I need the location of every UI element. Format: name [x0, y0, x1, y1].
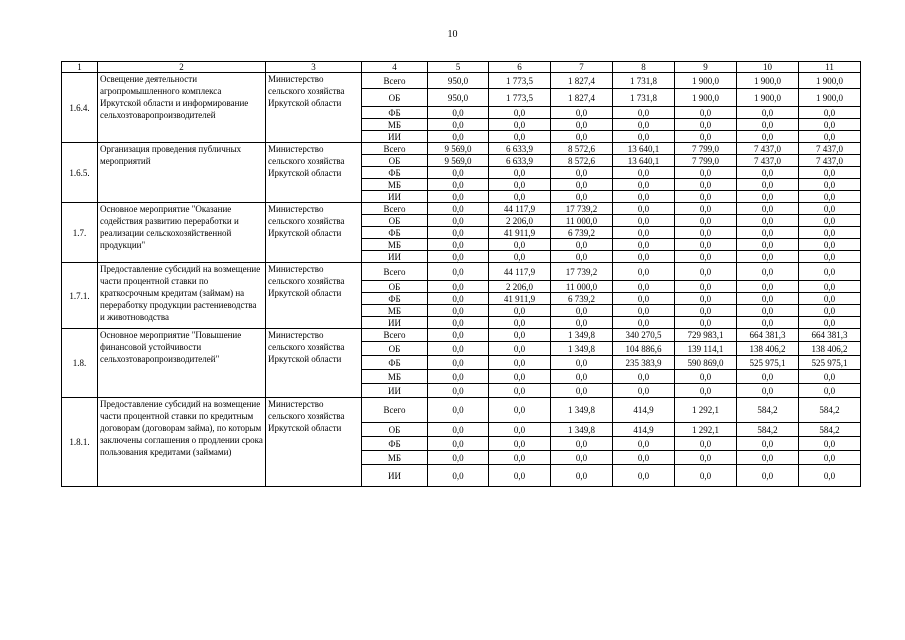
value-cell: 0,0	[489, 239, 551, 251]
value-cell: 0,0	[799, 239, 861, 251]
table-row	[62, 143, 861, 155]
row-description: Предоставление субсидий на возмещение части процентной ставки по кредитным договорам (договорам займа), по которым заключены соглашения о продлении срока пользования кредитами (займами)	[98, 398, 266, 487]
value-cell: 0,0	[675, 263, 737, 281]
funding-source: ОБ	[362, 281, 428, 293]
funding-source: Всего	[362, 398, 428, 423]
value-cell: 139 114,1	[675, 342, 737, 356]
value-cell: 0,0	[799, 203, 861, 215]
value-cell: 235 383,9	[613, 356, 675, 370]
value-cell: 0,0	[675, 384, 737, 398]
value-cell: 340 270,5	[613, 329, 675, 342]
value-cell: 0,0	[428, 423, 489, 437]
value-cell: 44 117,9	[489, 263, 551, 281]
value-cell: 0,0	[489, 179, 551, 191]
value-cell: 1 900,0	[799, 73, 861, 89]
value-cell: 0,0	[551, 370, 613, 384]
funding-source: ОБ	[362, 155, 428, 167]
value-cell: 0,0	[489, 465, 551, 487]
value-cell: 0,0	[613, 215, 675, 227]
value-cell: 1 731,8	[613, 89, 675, 107]
value-cell: 0,0	[428, 451, 489, 465]
value-cell: 0,0	[613, 167, 675, 179]
value-cell: 0,0	[551, 119, 613, 131]
value-cell: 17 739,2	[551, 263, 613, 281]
value-cell: 1 349,8	[551, 398, 613, 423]
value-cell: 0,0	[675, 179, 737, 191]
column-header: 7	[551, 62, 613, 73]
value-cell: 0,0	[489, 191, 551, 203]
value-cell: 8 572,6	[551, 155, 613, 167]
value-cell: 0,0	[613, 370, 675, 384]
value-cell: 0,0	[737, 451, 799, 465]
row-executor: Министерство сельского хозяйства Иркутской области	[266, 398, 362, 487]
value-cell: 0,0	[489, 356, 551, 370]
value-cell: 1 349,8	[551, 329, 613, 342]
value-cell: 0,0	[428, 251, 489, 263]
value-cell: 0,0	[489, 107, 551, 119]
value-cell: 0,0	[737, 305, 799, 317]
value-cell: 0,0	[799, 251, 861, 263]
value-cell: 0,0	[613, 317, 675, 329]
value-cell: 1 827,4	[551, 89, 613, 107]
value-cell: 11 000,0	[551, 281, 613, 293]
value-cell: 0,0	[551, 384, 613, 398]
value-cell: 0,0	[799, 227, 861, 239]
value-cell: 0,0	[613, 191, 675, 203]
value-cell: 0,0	[489, 342, 551, 356]
value-cell: 0,0	[675, 370, 737, 384]
value-cell: 0,0	[428, 370, 489, 384]
table-row	[62, 263, 861, 281]
value-cell: 0,0	[799, 317, 861, 329]
value-cell: 0,0	[551, 437, 613, 451]
value-cell: 1 827,4	[551, 73, 613, 89]
value-cell: 2 206,0	[489, 215, 551, 227]
value-cell: 0,0	[428, 167, 489, 179]
value-cell: 0,0	[613, 293, 675, 305]
row-code: 1.6.4.	[62, 73, 98, 143]
value-cell: 7 437,0	[737, 155, 799, 167]
value-cell: 1 349,8	[551, 342, 613, 356]
value-cell: 0,0	[489, 119, 551, 131]
value-cell: 0,0	[428, 107, 489, 119]
value-cell: 0,0	[428, 203, 489, 215]
value-cell: 0,0	[613, 263, 675, 281]
value-cell: 0,0	[489, 329, 551, 342]
table-row	[62, 73, 861, 89]
funding-source: Всего	[362, 143, 428, 155]
table-row	[62, 398, 861, 423]
funding-source: ФБ	[362, 167, 428, 179]
value-cell: 0,0	[675, 465, 737, 487]
value-cell: 414,9	[613, 398, 675, 423]
row-description: Основное мероприятие "Повышение финансовой устойчивости сельхозтоваропроизводителей"	[98, 329, 266, 398]
value-cell: 2 206,0	[489, 281, 551, 293]
row-description: Организация проведения публичных мероприятий	[98, 143, 266, 203]
value-cell: 0,0	[428, 215, 489, 227]
value-cell: 6 633,9	[489, 155, 551, 167]
value-cell: 44 117,9	[489, 203, 551, 215]
value-cell: 0,0	[613, 179, 675, 191]
value-cell: 0,0	[551, 305, 613, 317]
row-executor: Министерство сельского хозяйства Иркутской области	[266, 263, 362, 329]
value-cell: 0,0	[737, 317, 799, 329]
value-cell: 0,0	[675, 239, 737, 251]
value-cell: 9 569,0	[428, 143, 489, 155]
column-header: 11	[799, 62, 861, 73]
value-cell: 0,0	[799, 191, 861, 203]
row-code: 1.8.	[62, 329, 98, 398]
value-cell: 0,0	[428, 239, 489, 251]
value-cell: 0,0	[428, 465, 489, 487]
value-cell: 0,0	[613, 239, 675, 251]
column-header: 1	[62, 62, 98, 73]
value-cell: 0,0	[613, 465, 675, 487]
value-cell: 0,0	[551, 107, 613, 119]
page-number: 10	[447, 29, 458, 40]
value-cell: 0,0	[428, 179, 489, 191]
header-row	[62, 62, 861, 73]
value-cell: 0,0	[737, 215, 799, 227]
value-cell: 0,0	[489, 317, 551, 329]
funding-source: ИИ	[362, 251, 428, 263]
value-cell: 0,0	[737, 179, 799, 191]
value-cell: 0,0	[737, 239, 799, 251]
value-cell: 0,0	[551, 251, 613, 263]
value-cell: 0,0	[799, 215, 861, 227]
value-cell: 0,0	[675, 451, 737, 465]
value-cell: 0,0	[428, 305, 489, 317]
value-cell: 0,0	[551, 451, 613, 465]
funding-source: ИИ	[362, 317, 428, 329]
value-cell: 0,0	[613, 119, 675, 131]
value-cell: 0,0	[428, 227, 489, 239]
value-cell: 6 739,2	[551, 293, 613, 305]
value-cell: 6 739,2	[551, 227, 613, 239]
funding-source: ОБ	[362, 342, 428, 356]
value-cell: 0,0	[675, 293, 737, 305]
column-header: 4	[362, 62, 428, 73]
value-cell: 0,0	[613, 227, 675, 239]
value-cell: 0,0	[737, 203, 799, 215]
value-cell: 0,0	[613, 251, 675, 263]
funding-source: Всего	[362, 329, 428, 342]
value-cell: 0,0	[613, 203, 675, 215]
column-header: 6	[489, 62, 551, 73]
column-header: 5	[428, 62, 489, 73]
value-cell: 0,0	[799, 107, 861, 119]
row-code: 1.7.	[62, 203, 98, 263]
value-cell: 0,0	[428, 384, 489, 398]
value-cell: 0,0	[799, 437, 861, 451]
table-row	[62, 329, 861, 342]
value-cell: 0,0	[613, 437, 675, 451]
funding-source: МБ	[362, 239, 428, 251]
column-header: 3	[266, 62, 362, 73]
value-cell: 1 292,1	[675, 423, 737, 437]
value-cell: 0,0	[737, 227, 799, 239]
funding-source: ФБ	[362, 437, 428, 451]
funding-source: Всего	[362, 203, 428, 215]
value-cell: 0,0	[799, 281, 861, 293]
value-cell: 7 437,0	[799, 143, 861, 155]
value-cell: 0,0	[675, 281, 737, 293]
value-cell: 0,0	[675, 131, 737, 143]
value-cell: 1 731,8	[613, 73, 675, 89]
funding-source: ИИ	[362, 384, 428, 398]
value-cell: 41 911,9	[489, 293, 551, 305]
column-header: 2	[98, 62, 266, 73]
value-cell: 0,0	[737, 281, 799, 293]
value-cell: 0,0	[551, 465, 613, 487]
funding-source: ФБ	[362, 293, 428, 305]
value-cell: 525 975,1	[737, 356, 799, 370]
value-cell: 664 381,3	[737, 329, 799, 342]
value-cell: 0,0	[737, 263, 799, 281]
row-description: Освещение деятельности агропромышленного комплекса Иркутской области и информирование сельхозтоваропроизводителей	[98, 73, 266, 143]
value-cell: 0,0	[737, 384, 799, 398]
value-cell: 590 869,0	[675, 356, 737, 370]
value-cell: 0,0	[675, 167, 737, 179]
value-cell: 1 292,1	[675, 398, 737, 423]
value-cell: 7 799,0	[675, 143, 737, 155]
value-cell: 0,0	[737, 293, 799, 305]
row-description: Предоставление субсидий на возмещение части процентной ставки по краткосрочным кредитам (займам) на переработку продукции растениеводства и животноводства	[98, 263, 266, 329]
value-cell: 0,0	[675, 191, 737, 203]
funding-source: Всего	[362, 263, 428, 281]
value-cell: 0,0	[428, 398, 489, 423]
row-executor: Министерство сельского хозяйства Иркутской области	[266, 143, 362, 203]
value-cell: 584,2	[799, 423, 861, 437]
value-cell: 104 886,6	[613, 342, 675, 356]
funding-source: ИИ	[362, 191, 428, 203]
funding-source: МБ	[362, 305, 428, 317]
table-row	[62, 203, 861, 215]
funding-source: МБ	[362, 179, 428, 191]
value-cell: 0,0	[675, 215, 737, 227]
value-cell: 138 406,2	[799, 342, 861, 356]
row-code: 1.6.5.	[62, 143, 98, 203]
value-cell: 0,0	[551, 191, 613, 203]
funding-source: ОБ	[362, 423, 428, 437]
value-cell: 525 975,1	[799, 356, 861, 370]
funding-source: ФБ	[362, 107, 428, 119]
value-cell: 0,0	[799, 451, 861, 465]
value-cell: 1 900,0	[737, 89, 799, 107]
value-cell: 0,0	[799, 370, 861, 384]
value-cell: 0,0	[489, 451, 551, 465]
funding-source: ИИ	[362, 465, 428, 487]
value-cell: 729 983,1	[675, 329, 737, 342]
value-cell: 41 911,9	[489, 227, 551, 239]
value-cell: 0,0	[428, 263, 489, 281]
value-cell: 664 381,3	[799, 329, 861, 342]
value-cell: 0,0	[675, 227, 737, 239]
value-cell: 584,2	[737, 398, 799, 423]
value-cell: 0,0	[737, 437, 799, 451]
value-cell: 950,0	[428, 89, 489, 107]
funding-source: МБ	[362, 451, 428, 465]
column-header: 9	[675, 62, 737, 73]
value-cell: 0,0	[489, 370, 551, 384]
value-cell: 7 437,0	[737, 143, 799, 155]
row-code: 1.7.1.	[62, 263, 98, 329]
value-cell: 0,0	[799, 305, 861, 317]
value-cell: 0,0	[489, 398, 551, 423]
value-cell: 1 773,5	[489, 89, 551, 107]
value-cell: 0,0	[737, 131, 799, 143]
value-cell: 0,0	[737, 191, 799, 203]
value-cell: 17 739,2	[551, 203, 613, 215]
value-cell: 0,0	[551, 179, 613, 191]
row-executor: Министерство сельского хозяйства Иркутской области	[266, 73, 362, 143]
funding-source: ФБ	[362, 227, 428, 239]
value-cell: 0,0	[737, 107, 799, 119]
value-cell: 0,0	[428, 317, 489, 329]
row-executor: Министерство сельского хозяйства Иркутской области	[266, 329, 362, 398]
row-executor: Министерство сельского хозяйства Иркутской области	[266, 203, 362, 263]
value-cell: 0,0	[551, 131, 613, 143]
value-cell: 0,0	[551, 317, 613, 329]
value-cell: 0,0	[613, 107, 675, 119]
funding-source: МБ	[362, 119, 428, 131]
value-cell: 0,0	[489, 437, 551, 451]
value-cell: 7 799,0	[675, 155, 737, 167]
value-cell: 0,0	[489, 251, 551, 263]
row-code: 1.8.1.	[62, 398, 98, 487]
column-header: 8	[613, 62, 675, 73]
value-cell: 138 406,2	[737, 342, 799, 356]
value-cell: 0,0	[799, 465, 861, 487]
value-cell: 0,0	[675, 317, 737, 329]
funding-source: МБ	[362, 370, 428, 384]
value-cell: 0,0	[799, 179, 861, 191]
budget-table	[61, 61, 861, 487]
value-cell: 0,0	[613, 305, 675, 317]
value-cell: 0,0	[489, 131, 551, 143]
value-cell: 0,0	[428, 119, 489, 131]
value-cell: 0,0	[675, 107, 737, 119]
value-cell: 9 569,0	[428, 155, 489, 167]
funding-source: ИИ	[362, 131, 428, 143]
column-header: 10	[737, 62, 799, 73]
value-cell: 950,0	[428, 73, 489, 89]
value-cell: 0,0	[428, 281, 489, 293]
value-cell: 0,0	[428, 329, 489, 342]
value-cell: 0,0	[428, 437, 489, 451]
value-cell: 8 572,6	[551, 143, 613, 155]
value-cell: 1 900,0	[675, 73, 737, 89]
value-cell: 0,0	[489, 423, 551, 437]
value-cell: 584,2	[799, 398, 861, 423]
value-cell: 13 640,1	[613, 143, 675, 155]
value-cell: 0,0	[551, 167, 613, 179]
value-cell: 0,0	[613, 451, 675, 465]
value-cell: 0,0	[799, 167, 861, 179]
value-cell: 0,0	[737, 251, 799, 263]
value-cell: 0,0	[613, 281, 675, 293]
value-cell: 1 900,0	[737, 73, 799, 89]
value-cell: 0,0	[613, 384, 675, 398]
value-cell: 1 349,8	[551, 423, 613, 437]
value-cell: 0,0	[428, 131, 489, 143]
value-cell: 0,0	[428, 293, 489, 305]
value-cell: 0,0	[675, 203, 737, 215]
value-cell: 0,0	[675, 305, 737, 317]
funding-source: ФБ	[362, 356, 428, 370]
funding-source: ОБ	[362, 215, 428, 227]
value-cell: 584,2	[737, 423, 799, 437]
value-cell: 0,0	[675, 251, 737, 263]
value-cell: 1 900,0	[675, 89, 737, 107]
value-cell: 0,0	[737, 167, 799, 179]
value-cell: 414,9	[613, 423, 675, 437]
value-cell: 13 640,1	[613, 155, 675, 167]
value-cell: 1 900,0	[799, 89, 861, 107]
value-cell: 0,0	[799, 263, 861, 281]
value-cell: 0,0	[675, 119, 737, 131]
value-cell: 0,0	[737, 370, 799, 384]
value-cell: 0,0	[489, 384, 551, 398]
value-cell: 11 000,0	[551, 215, 613, 227]
value-cell: 0,0	[489, 167, 551, 179]
value-cell: 0,0	[737, 119, 799, 131]
value-cell: 0,0	[428, 356, 489, 370]
value-cell: 6 633,9	[489, 143, 551, 155]
value-cell: 0,0	[613, 131, 675, 143]
value-cell: 0,0	[675, 437, 737, 451]
funding-source: Всего	[362, 73, 428, 89]
value-cell: 0,0	[551, 239, 613, 251]
value-cell: 7 437,0	[799, 155, 861, 167]
row-description: Основное мероприятие "Оказание содействия развитию переработки и реализации сельскохозяйственной продукции"	[98, 203, 266, 263]
value-cell: 0,0	[799, 131, 861, 143]
value-cell: 0,0	[551, 356, 613, 370]
value-cell: 0,0	[799, 293, 861, 305]
value-cell: 1 773,5	[489, 73, 551, 89]
value-cell: 0,0	[489, 305, 551, 317]
funding-source: ОБ	[362, 89, 428, 107]
value-cell: 0,0	[799, 119, 861, 131]
value-cell: 0,0	[737, 465, 799, 487]
value-cell: 0,0	[428, 191, 489, 203]
value-cell: 0,0	[799, 384, 861, 398]
value-cell: 0,0	[428, 342, 489, 356]
